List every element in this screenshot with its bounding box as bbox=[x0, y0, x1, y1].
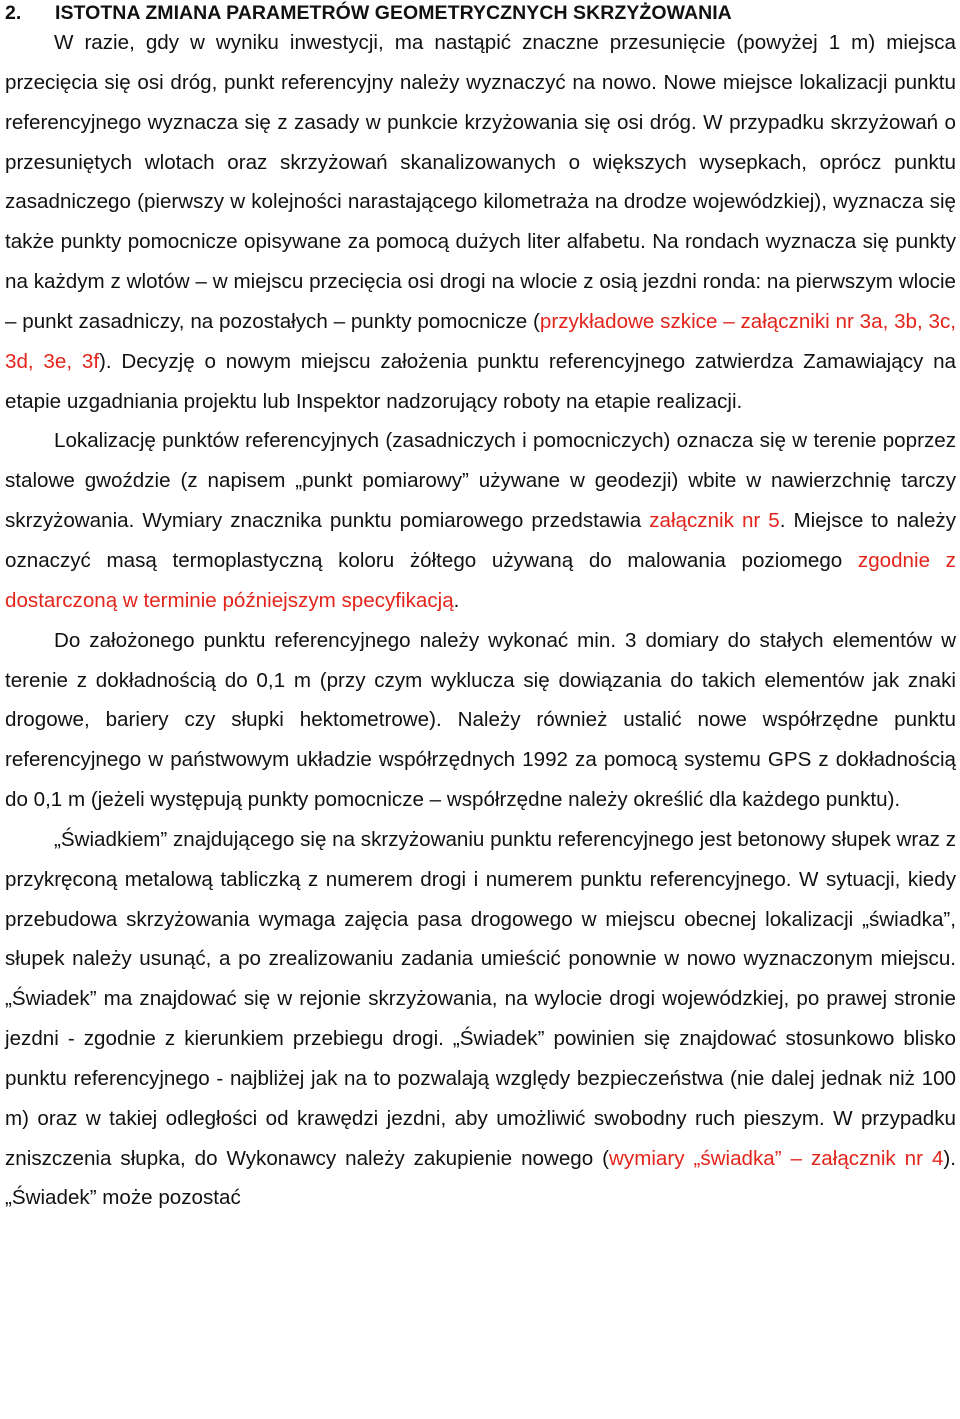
section-title: ISTOTNA ZMIANA PARAMETRÓW GEOMETRYCZNYCH SKRZYŻOWANIA bbox=[55, 2, 732, 24]
paragraph-text: „Świadkiem” znajdującego się na skrzyżowaniu punktu referencyjnego jest betonowy słupek wraz z przykręconą metalową tabliczką z numerem drogi i numerem punktu referencyjnego. W sytuacji, kiedy przebudowa skrzyżowania wymaga zajęcia pasa drogowego w miejscu obecnej lokalizacji „świadka”, słupek należy usunąć, a po zrealizowaniu zadania umieścić ponownie w nowo wyznaczonym miejscu. „Świadek” ma znajdować się w rejonie skrzyżowania, na wylocie drogi wojewódzkiej, po prawej stronie jezdni - zgodnie z kierunkiem przebiegu drogi. „Świadek” powinien się znajdować stosunkowo blisko punktu referencyjnego - najbliżej jak na to pozwalają względy bezpieczeństwa (nie dalej jednak niż 100 m) oraz w takiej odległości od krawędzi jezdni, aby umożliwić swobodny ruch pieszym. W przypadku zniszczenia słupka, do Wykonawcy należy zakupienie nowego ( bbox=[5, 827, 957, 1170]
reference-link-text: zgodnie z dostarczoną w terminie późniejszym specyfikacją bbox=[5, 548, 956, 612]
paragraph bbox=[5, 621, 956, 820]
paragraph-text: . Miejsce to należy oznaczyć masą termoplastyczną koloru żółtego używaną do malowania poziomego bbox=[5, 509, 957, 572]
paragraph bbox=[5, 820, 956, 1218]
paragraph-text: W razie, gdy w wyniku inwestycji, ma nastąpić znaczne przesunięcie (powyżej 1 m) miejsca przecięcia się osi dróg, punkt referencyjny należy wyznaczyć na nowo. Nowe miejsce lokalizacji punktu referencyjnego wyznacza się z zasady w punkcie krzyżowania się osi dróg. W przypadku skrzyżowań o przesuniętych wlotach oraz skrzyżowań skanalizowanych o większych wysepkach, oprócz punktu zasadniczego (pierwszy w kolejności narastającego kilometraża na drodze wojewódzkiej), wyznacza się także punkty pomocnicze opisywane za pomocą dużych liter alfabetu. Na rondach wyznacza się punkty na każdym z wlotów – w miejscu przecięcia osi drogi na wlocie z osią jezdni ronda: na pierwszym wlocie – punkt zasadniczy, na pozostałych – punkty pomocnicze ( bbox=[5, 31, 956, 333]
paragraph-text: Lokalizację punktów referencyjnych (zasadniczych i pomocniczych) oznacza się w terenie poprzez stalowe gwoździe (z napisem „punkt pomiarowy” używane w geodezji) wbite w nawierzchnię tarczy skrzyżowania. Wymiary znacznika punktu pomiarowego przedstawia bbox=[5, 429, 956, 533]
paragraph-text: . bbox=[453, 588, 460, 612]
section-number: 2. bbox=[5, 2, 22, 24]
paragraph bbox=[5, 421, 956, 620]
paragraph-text: ). Decyzję o nowym miejscu założenia punktu referencyjnego zatwierdza Zamawiający na etapie uzgadniania projektu lub Inspektor nadzorujący roboty na etapie realizacji. bbox=[5, 349, 957, 413]
paragraph-text: ). „Świadek” może pozostać bbox=[5, 1146, 956, 1210]
reference-link-text: przykładowe szkice – załączniki nr 3a, 3b, 3c, 3d, 3e, 3f bbox=[5, 309, 957, 373]
reference-link-text: załącznik nr 5 bbox=[649, 509, 780, 533]
reference-link-text: wymiary „świadka” – załącznik nr 4 bbox=[609, 1146, 944, 1170]
paragraph bbox=[5, 23, 956, 421]
paragraph-text: Do założonego punktu referencyjnego należy wykonać min. 3 domiary do stałych elementów w terenie z dokładnością do 0,1 m (przy czym wyklucza się dowiązania do takich elementów jak znaki drogowe, bariery czy słupki hektometrowe). Należy również ustalić nowe współrzędne punktu referencyjnego w państwowym układzie współrzędnych 1992 za pomocą systemu GPS z dokładnością do 0,1 m (jeżeli występują punkty pomocnicze – współrzędne należy określić dla każdego punktu). bbox=[5, 628, 956, 812]
body-text bbox=[5, 23, 956, 1218]
